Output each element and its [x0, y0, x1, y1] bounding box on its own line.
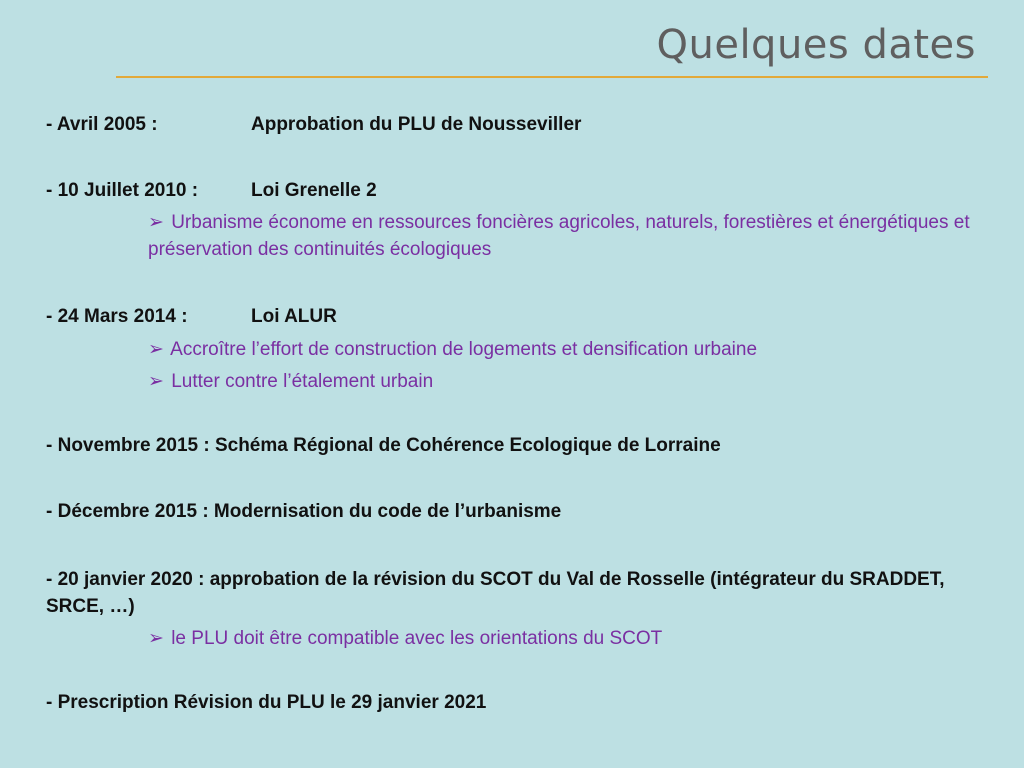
entry-text: - 20 janvier 2020 : approbation de la révision du SCOT du Val de Rosselle (intégrateur du SRADDET, SRCE, …): [46, 569, 945, 617]
slide-title: Quelques dates: [656, 22, 976, 68]
title-underline: [116, 76, 988, 78]
entry-date: - Avril 2005 :: [46, 114, 158, 135]
timeline-entry: [46, 180, 377, 202]
timeline-entry: [46, 114, 581, 136]
sub-bullet: [148, 368, 988, 395]
sub-bullet: [148, 625, 988, 652]
entry-text: - Prescription Révision du PLU le 29 janvier 2021: [46, 692, 487, 713]
entry-text: Loi Grenelle 2: [251, 180, 377, 201]
arrow-bullet-icon: ➢: [148, 339, 164, 360]
entry-date: - 24 Mars 2014 :: [46, 306, 188, 327]
sub-bullet-text: Lutter contre l’étalement urbain: [171, 371, 434, 392]
timeline-entry: [46, 306, 337, 328]
entry-text: - Novembre 2015 : Schéma Régional de Cohérence Ecologique de Lorraine: [46, 435, 721, 456]
arrow-bullet-icon: ➢: [148, 628, 164, 649]
timeline-entry: [46, 501, 561, 523]
entry-date: - 10 Juillet 2010 :: [46, 180, 199, 201]
sub-bullet-text: Accroître l’effort de construction de logements et densification urbaine: [170, 339, 758, 360]
arrow-bullet-icon: ➢: [148, 212, 164, 233]
entry-text: Approbation du PLU de Nousseviller: [251, 114, 582, 135]
sub-bullet-text: Urbanisme économe en ressources foncières agricoles, naturels, forestières et énergétiques et préservation des continuités écologiques: [148, 212, 970, 260]
sub-bullet-text: le PLU doit être compatible avec les orientations du SCOT: [171, 628, 663, 649]
timeline-entry: [46, 566, 976, 620]
sub-bullet: [148, 336, 988, 363]
entry-text: Loi ALUR: [251, 306, 337, 327]
entry-text: - Décembre 2015 : Modernisation du code de l’urbanisme: [46, 501, 562, 522]
arrow-bullet-icon: ➢: [148, 371, 164, 392]
timeline-entry: [46, 692, 486, 714]
timeline-entry: [46, 435, 721, 457]
sub-bullet: [148, 209, 988, 263]
